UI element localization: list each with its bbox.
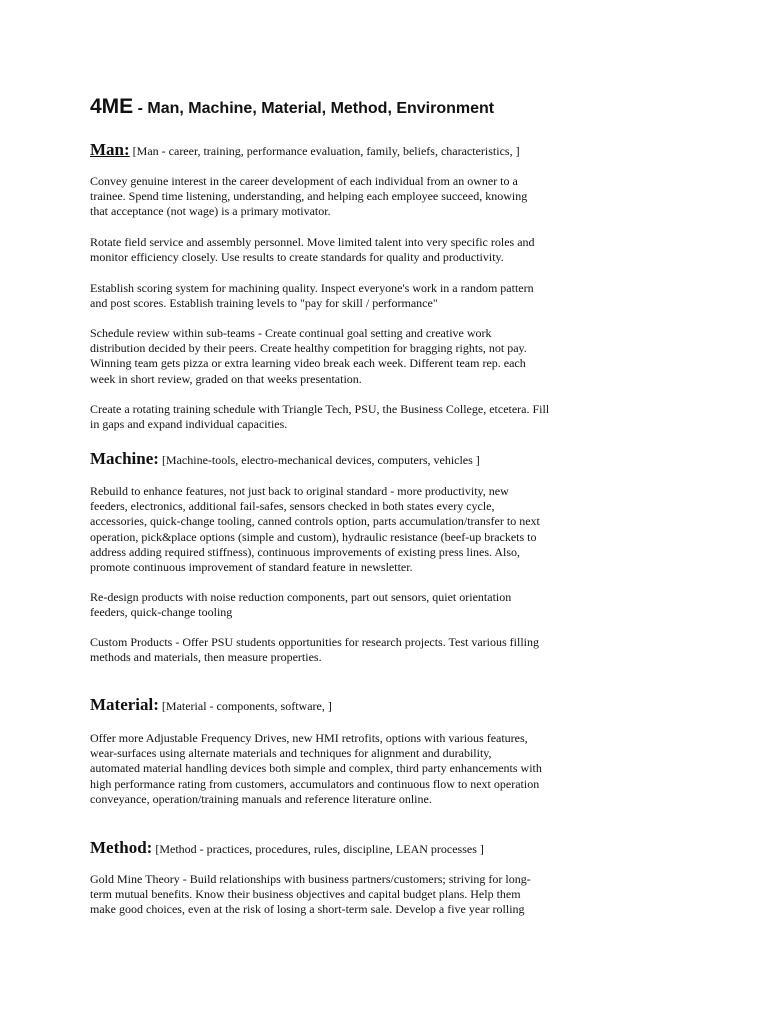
section-heading-machine [90,449,730,470]
text-line: make good choices, even at the risk of losing a short-term sale. Develop a five year rolling [90,902,525,917]
section-name-material: Material: [90,695,159,714]
text-line: methods and materials, then measure properties. [90,650,322,665]
paragraph-man-3 [90,281,690,311]
paragraph-method-1 [90,872,690,918]
section-name-machine: Machine: [90,449,159,468]
section-bracket-material: [Material - components, software, ] [158,699,332,713]
title-subtitle: - Man, Machine, Material, Method, Environment [133,100,495,117]
section-heading-method [90,838,730,859]
document-title [90,96,710,120]
text-line: operation, pick&place options (simple and custom), hydraulic resistance (beef-up brackets to [90,529,537,544]
text-line: that acceptance (not wage) is a primary motivator. [90,204,331,219]
text-line: Create a rotating training schedule with Triangle Tech, PSU, the Business College, etcetera. Fill [90,402,550,416]
paragraph-man-5 [90,402,690,432]
text-line: Establish scoring system for machining quality. Inspect everyone's work in a random pattern [90,281,534,295]
paragraph-machine-1 [90,484,690,575]
text-line: Re-design products with noise reduction components, part out sensors, quiet orientation [90,590,512,604]
text-line: Gold Mine Theory - Build relationships with business partners/customers; striving for long- [90,872,531,886]
paragraph-machine-3 [90,635,690,665]
section-bracket-man: [Man - career, training, performance evaluation, family, beliefs, characteristics, ] [129,144,520,158]
section-bracket-method: [Method - practices, procedures, rules, discipline, LEAN processes ] [152,842,484,856]
text-line: distribution decided by their peers. Create healthy competition for bragging rights, not pay. [90,341,527,356]
text-line: high performance rating from customers, accumulators and continuous flow to next operation [90,776,540,791]
paragraph-man-1 [90,174,690,220]
section-name-method: Method: [90,838,153,857]
text-line: address adding required stiffness), continuous improvements of existing press lines. Also, [90,544,521,559]
text-line: week in short review, graded on that weeks presentation. [90,371,362,386]
text-line: in gaps and expand individual capacities. [90,417,288,432]
text-line: automated material handling devices both simple and complex, third party enhancements with [90,761,542,776]
text-line: term mutual benefits. Know their business objectives and capital budget plans. Help them [90,887,521,902]
section-bracket-machine: [Machine-tools, electro-mechanical devices, computers, vehicles ] [158,453,480,467]
paragraph-machine-2 [90,590,690,620]
text-line: conveyance, operation/training manuals and reference literature online. [90,791,432,806]
text-line: Schedule review within sub-teams - Create continual goal setting and creative work [90,326,492,340]
section-heading-material [90,695,730,716]
text-line: Rebuild to enhance features, not just back to original standard - more productivity, new [90,484,509,498]
paragraph-man-2 [90,235,690,265]
text-line: Custom Products - Offer PSU students opportunities for research projects. Test various filling [90,635,539,649]
text-line: accessories, quick-change tooling, canned controls option, parts accumulation/transfer to next [90,514,540,529]
text-line: wear-surfaces using alternate materials and techniques for alignment and durability, [90,746,492,761]
text-line: trainee. Spend time listening, understanding, and helping each employee succeed, knowing [90,189,528,204]
text-line: Offer more Adjustable Frequency Drives, new HMI retrofits, options with various features, [90,731,528,745]
text-line: feeders, electronics, additional fail-safes, sensors checked in both states every cycle, [90,499,495,514]
text-line: Rotate field service and assembly personnel. Move limited talent into very specific roles and [90,235,535,249]
text-line: feeders, quick-change tooling [90,605,233,620]
title-main: 4ME [90,95,134,118]
text-line: and post scores. Establish training levels to "pay for skill / performance" [90,296,438,311]
text-line: monitor efficiency closely. Use results to create standards for quality and productivity. [90,250,504,265]
text-line: Convey genuine interest in the career development of each individual from an owner to a [90,174,518,188]
text-line: Winning team gets pizza or extra learning video break each week. Different team rep. each [90,356,526,371]
text-line: promote continuous improvement of standard feature in newsletter. [90,560,413,575]
paragraph-material-1 [90,731,690,807]
section-name-man: Man: [90,140,130,159]
paragraph-man-4 [90,326,690,387]
section-heading-man [90,140,730,161]
